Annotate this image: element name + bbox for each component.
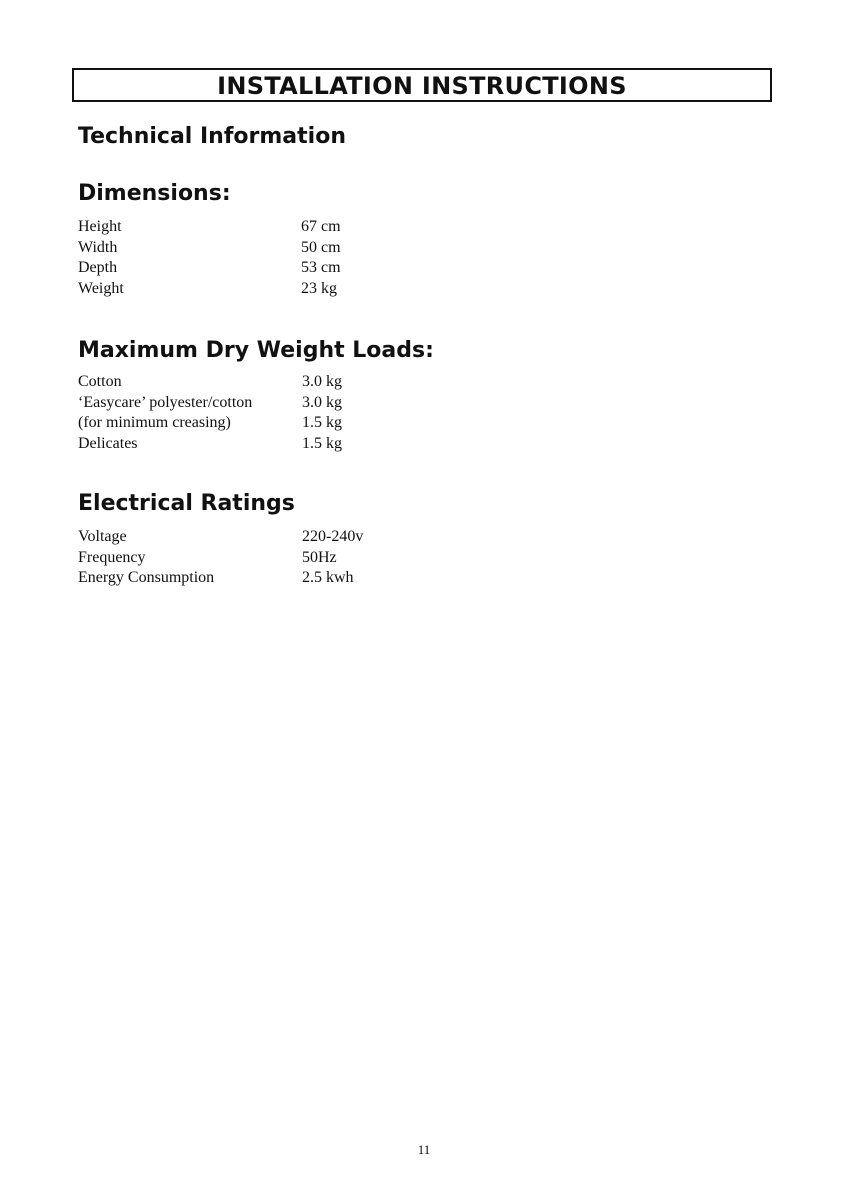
spec-label: ‘Easycare’ polyester/cotton bbox=[78, 393, 253, 411]
page-heading: Technical Information bbox=[78, 124, 346, 149]
spec-label: Frequency bbox=[78, 548, 146, 566]
spec-value: 3.0 kg bbox=[302, 393, 342, 411]
spec-label: Weight bbox=[78, 280, 124, 298]
loads-heading: Maximum Dry Weight Loads: bbox=[78, 338, 434, 363]
banner-title: INSTALLATION INSTRUCTIONS bbox=[217, 72, 627, 100]
spec-value: 1.5 kg bbox=[302, 435, 342, 453]
spec-value: 23 kg bbox=[301, 280, 337, 298]
spec-value: 53 cm bbox=[301, 259, 341, 277]
spec-label: Delicates bbox=[78, 435, 138, 453]
spec-label: Cotton bbox=[78, 373, 122, 390]
spec-value: 50Hz bbox=[302, 548, 337, 566]
spec-value: 1.5 kg bbox=[302, 414, 342, 432]
spec-label: Voltage bbox=[78, 528, 127, 545]
spec-value: 220-240v bbox=[302, 528, 364, 545]
spec-label: Depth bbox=[78, 259, 118, 277]
spec-label: Width bbox=[78, 238, 118, 256]
spec-label: (for minimum creasing) bbox=[78, 414, 231, 432]
electrical-heading: Electrical Ratings bbox=[78, 491, 295, 516]
spec-label: Height bbox=[78, 218, 122, 235]
section-banner bbox=[72, 68, 772, 102]
spec-value: 3.0 kg bbox=[302, 373, 342, 390]
page-number: 11 bbox=[417, 1142, 431, 1157]
dimensions-heading: Dimensions: bbox=[78, 181, 231, 206]
spec-value: 67 cm bbox=[301, 218, 341, 235]
spec-label: Energy Consumption bbox=[78, 569, 215, 587]
spec-value: 2.5 kwh bbox=[302, 569, 354, 587]
spec-value: 50 cm bbox=[301, 238, 341, 256]
